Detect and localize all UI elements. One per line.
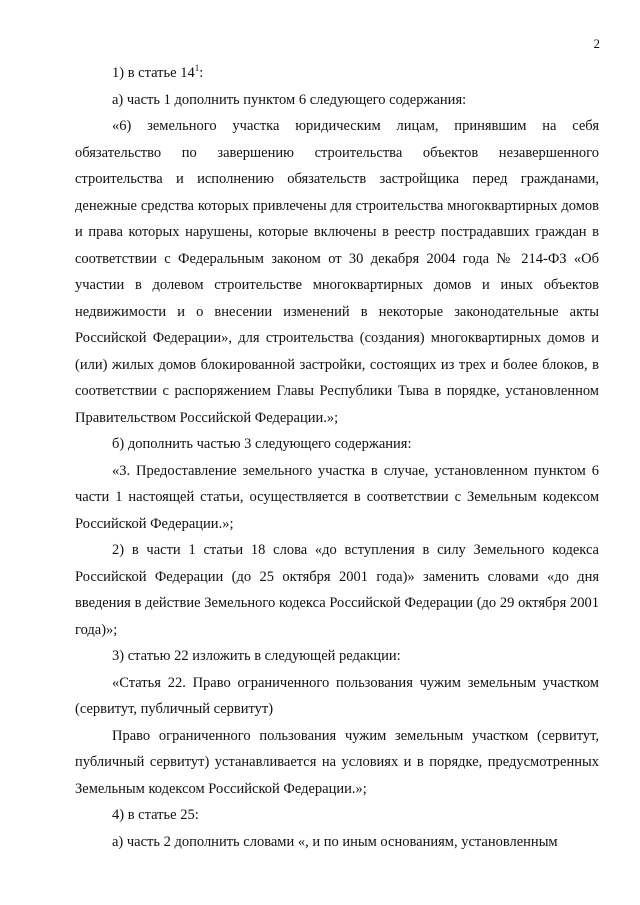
paragraph-amend-part-1: а) часть 1 дополнить пунктом 6 следующего содержания: <box>112 91 467 108</box>
paragraph-article-18: 2) в части 1 статьи 18 слова «до вступления в силу Земельного кодекса Российской Федерации (до 25 октября 2001 года)» заменить словами «до дня введения в действие Земельного кодекса Российской Федерации (до 29 октября 2001 года)»; <box>75 542 599 638</box>
paragraph-part-3-text: «3. Предоставление земельного участка в случае, установленном пунктом 6 части 1 настоящей статьи, осуществляется в соответствии с Земельным кодексом Российской Федерации.»; <box>75 462 599 532</box>
page-number: 2 <box>593 36 600 51</box>
paragraph-text: 1) в статье 14 <box>112 65 195 81</box>
paragraph-tail: : <box>199 65 204 81</box>
document-body <box>75 60 599 855</box>
paragraph-article-14-1 <box>75 60 599 87</box>
paragraph-article-25-part-2: а) часть 2 дополнить словами «, и по иным основаниям, установленным <box>112 833 558 850</box>
paragraph-add-part-3: б) дополнить частью 3 следующего содержания: <box>112 436 412 452</box>
superscript: 1 <box>194 63 200 74</box>
paragraph-article-22-body: Право ограниченного пользования чужим земельным участком (сервитут, публичный сервитут) устанавливается на условиях и в порядке, предусмотренных Земельным кодексом Российской Федерации.»; <box>75 727 599 797</box>
paragraph-article-22: 3) статью 22 изложить в следующей редакции: <box>112 648 401 664</box>
paragraph-article-25: 4) в статье 25: <box>112 807 199 823</box>
paragraph-item-6: «6) земельного участка юридическим лицам, принявшим на себя обязательство по завершению строительства объектов незавершенного строительства и исполнению обязательств застройщика перед гражданами, денежные средства которых привлечены для строительства многоквартирных домов и права которых нарушены, которые включены в реестр пострадавших граждан в соответствии с Федеральным законом от 30 декабря 2004 года № 214-ФЗ «Об участии в долевом строительстве многоквартирных домов и иных объектов недвижимости и о внесении изменений в некоторые законодательные акты Российской Федерации», для строительства (создания) многоквартирных домов и (или) жилых домов блокированной застройки, состоящих из трех и более блоков, в соответствии с распоряжением Главы Республики Тыва в порядке, установленном Правительством Российской Федерации.»; <box>75 118 599 426</box>
paragraph-article-22-title: «Статья 22. Право ограниченного пользования чужим земельным участком (сервитут, публичный сервитут) <box>75 674 599 717</box>
